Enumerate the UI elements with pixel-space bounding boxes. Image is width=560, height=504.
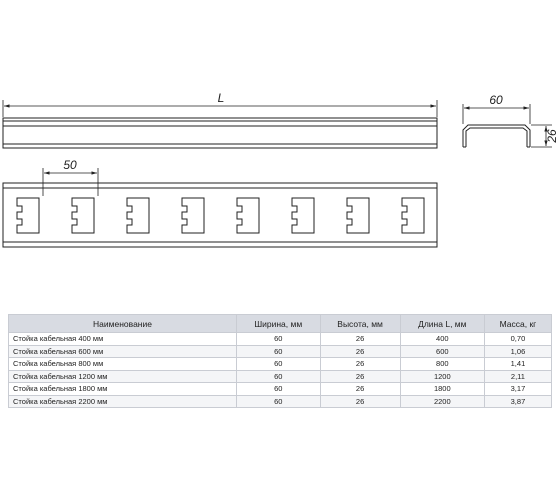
col-length: Длина L, мм <box>400 315 484 333</box>
cell-height: 26 <box>320 345 400 358</box>
cell-width: 60 <box>237 383 320 396</box>
table-header-row <box>9 315 552 333</box>
col-name: Наименование <box>9 315 237 333</box>
cell-mass: 1,06 <box>484 345 551 358</box>
col-height: Высота, мм <box>320 315 400 333</box>
slot-cutout <box>127 198 149 233</box>
slot-cutout <box>17 198 39 233</box>
slot-cutout <box>72 198 94 233</box>
cell-name: Стойка кабельная 1800 мм <box>9 383 237 396</box>
slot-cutout <box>292 198 314 233</box>
col-mass: Масса, кг <box>484 315 551 333</box>
cell-name: Стойка кабельная 1200 мм <box>9 370 237 383</box>
cell-width: 60 <box>237 345 320 358</box>
cell-mass: 2,11 <box>484 370 551 383</box>
pitch-label: 50 <box>63 158 77 172</box>
cell-name: Стойка кабельная 2200 мм <box>9 395 237 408</box>
cell-length: 1800 <box>400 383 484 396</box>
cell-mass: 1,41 <box>484 358 551 371</box>
width-dimension <box>463 104 530 124</box>
cell-name: Стойка кабельная 600 мм <box>9 345 237 358</box>
rail-front-view <box>3 183 437 247</box>
cell-length: 800 <box>400 358 484 371</box>
cell-height: 26 <box>320 383 400 396</box>
cell-mass: 3,87 <box>484 395 551 408</box>
cell-height: 26 <box>320 370 400 383</box>
cell-name: Стойка кабельная 800 мм <box>9 358 237 371</box>
cell-height: 26 <box>320 358 400 371</box>
cell-height: 26 <box>320 395 400 408</box>
slot-cutout <box>237 198 259 233</box>
table-row <box>9 345 552 358</box>
length-label: L <box>217 91 225 105</box>
slot-cutout <box>182 198 204 233</box>
cell-width: 60 <box>237 333 320 346</box>
spec-table <box>8 314 552 408</box>
width-label: 60 <box>489 93 503 107</box>
slot-group <box>17 198 424 233</box>
cell-length: 600 <box>400 345 484 358</box>
table-row <box>9 333 552 346</box>
cell-length: 400 <box>400 333 484 346</box>
table-row <box>9 383 552 396</box>
table-row <box>9 395 552 408</box>
cell-mass: 3,17 <box>484 383 551 396</box>
pitch-dimension <box>43 168 98 196</box>
cell-width: 60 <box>237 370 320 383</box>
slot-cutout <box>347 198 369 233</box>
cell-width: 60 <box>237 395 320 408</box>
rail-side-view <box>3 118 437 148</box>
table-row <box>9 358 552 371</box>
col-width: Ширина, мм <box>237 315 320 333</box>
cell-length: 2200 <box>400 395 484 408</box>
table-row <box>9 370 552 383</box>
rail-cross-section <box>463 125 530 147</box>
height-label: 26 <box>545 129 559 143</box>
slot-cutout <box>402 198 424 233</box>
cell-mass: 0,70 <box>484 333 551 346</box>
cell-width: 60 <box>237 358 320 371</box>
cell-height: 26 <box>320 333 400 346</box>
cell-length: 1200 <box>400 370 484 383</box>
cell-name: Стойка кабельная 400 мм <box>9 333 237 346</box>
